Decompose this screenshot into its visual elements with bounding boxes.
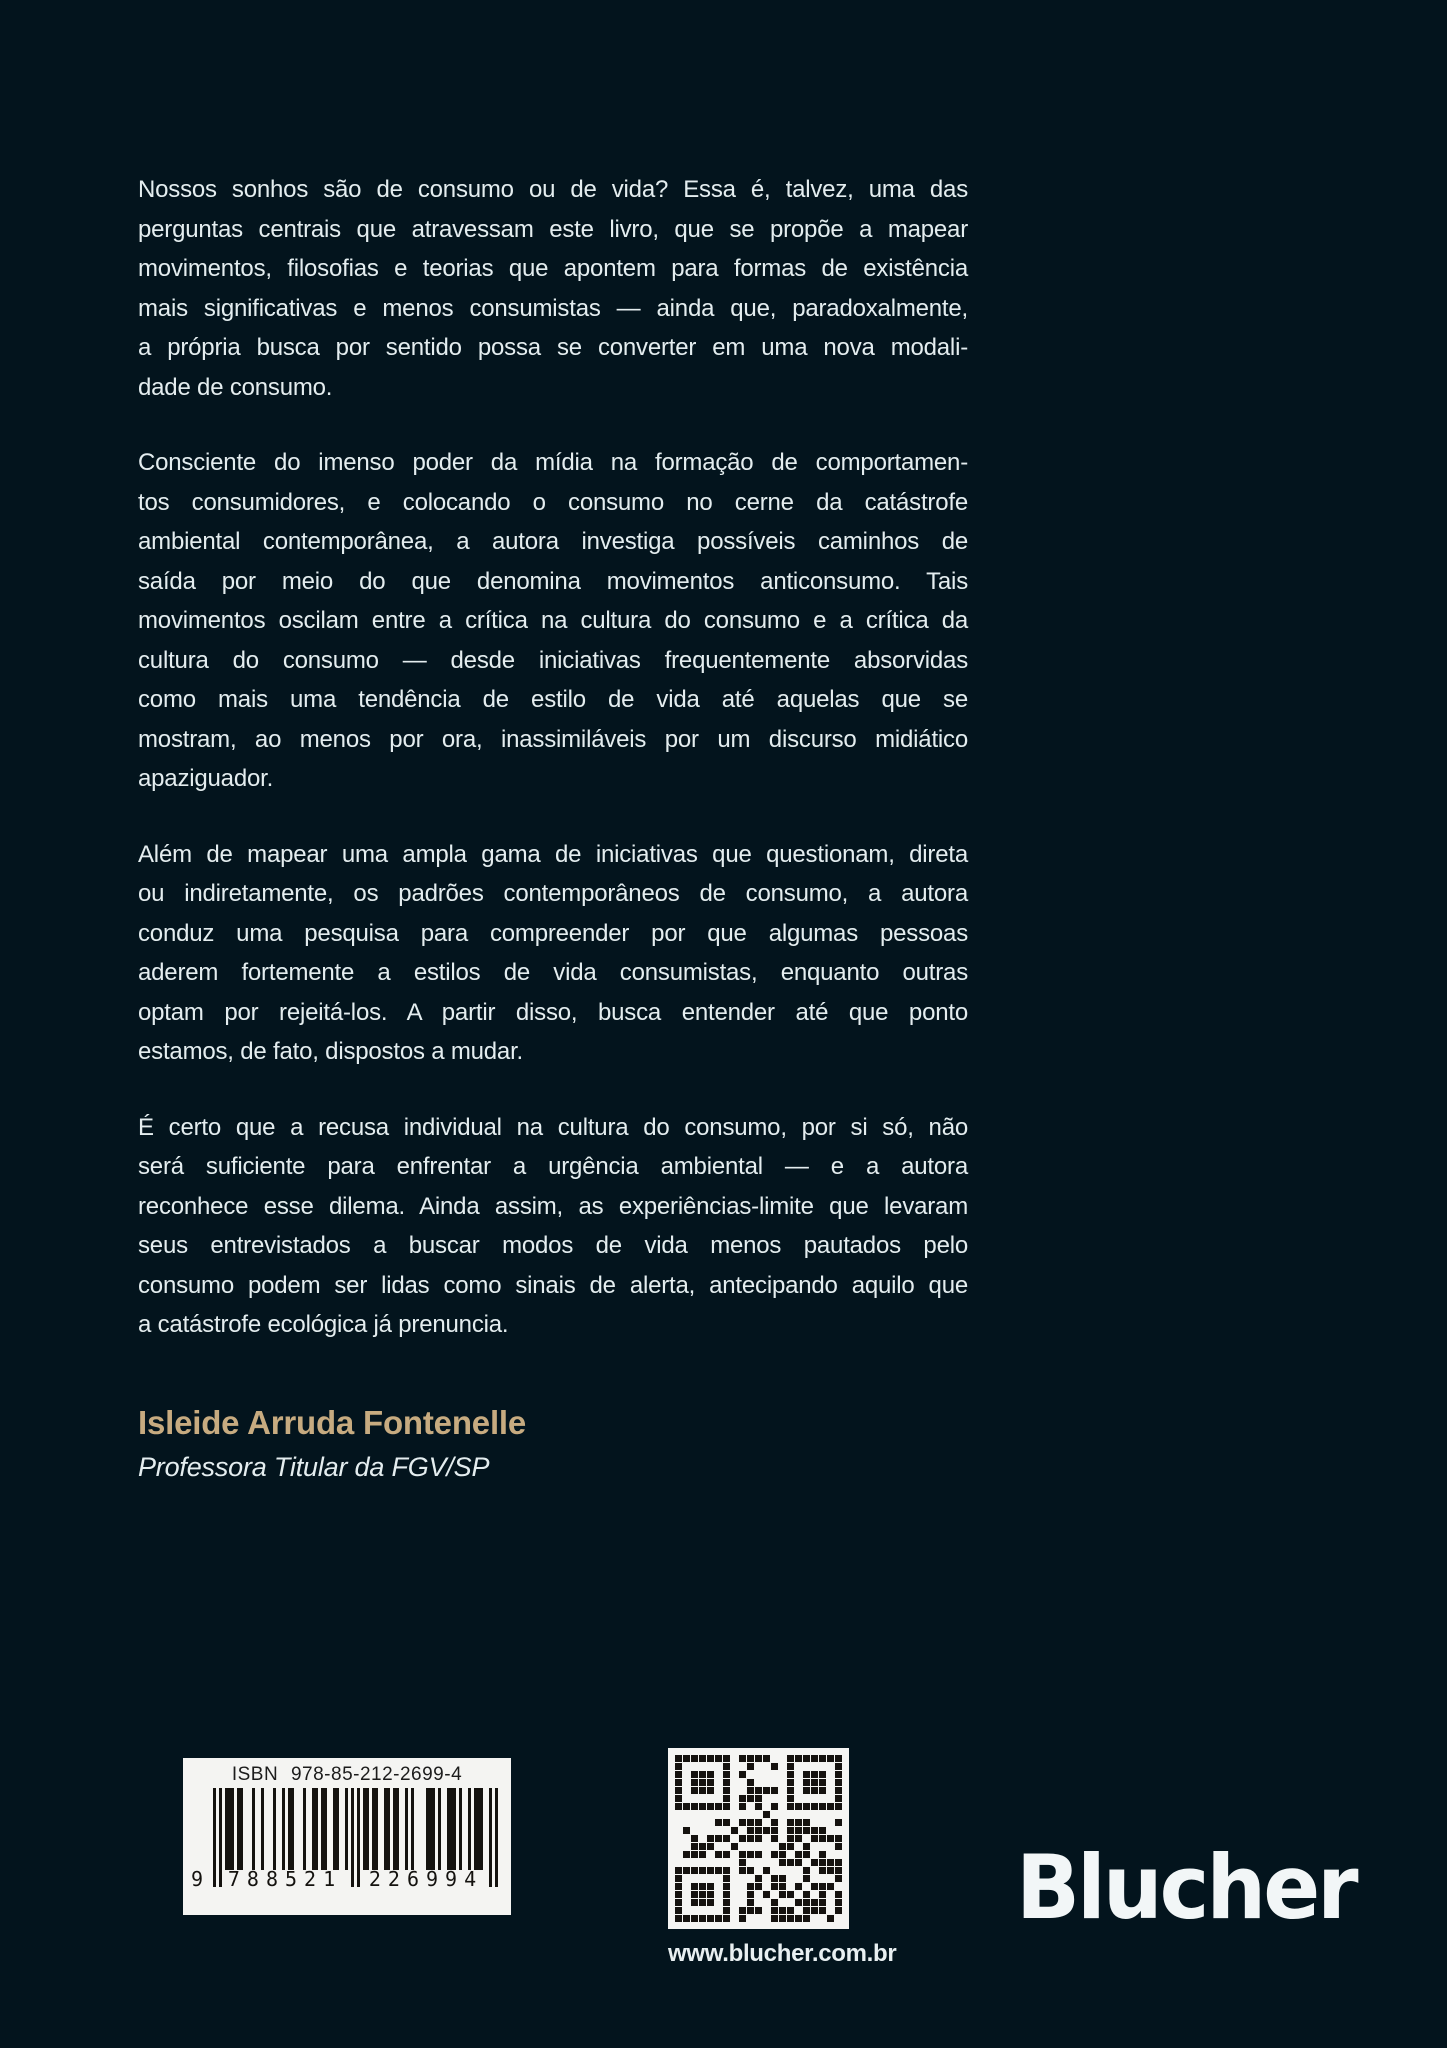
synopsis-line: tos consumidores, e colocando o consumo no cerne da catástrofe	[138, 488, 968, 516]
synopsis-line: movimentos oscilam entre a crítica na cultura do consumo e a crítica da	[138, 607, 968, 634]
synopsis-line: optam por rejeitá-los. A partir disso, busca entender até que ponto	[138, 998, 968, 1026]
synopsis-line: reconhece esse dilema. Ainda assim, as experiências-limite que levaram	[138, 1192, 968, 1220]
synopsis-paragraph	[138, 835, 968, 1072]
synopsis-line: a catástrofe ecológica já prenuncia.	[138, 1311, 509, 1338]
publisher-logo: Blucher	[1016, 1836, 1356, 1939]
barcode-digit-left: 9	[190, 1867, 204, 1891]
synopsis	[138, 170, 968, 1345]
author-title: Professora Titular da FGV/SP	[138, 1452, 490, 1482]
synopsis-line: mais significativas e menos consumistas — ainda que, paradoxalmente,	[138, 294, 968, 322]
synopsis-line: perguntas centrais que atravessam este livro, que se propõe a mapear	[138, 215, 968, 243]
synopsis-paragraph	[138, 1108, 968, 1345]
synopsis-line: será suficiente para enfrentar a urgência ambiental — e a autora	[138, 1153, 968, 1180]
synopsis-line: aderem fortemente a estilos de vida consumistas, enquanto outras	[138, 959, 968, 986]
synopsis-line: dade de consumo.	[138, 373, 333, 401]
synopsis-line: Além de mapear uma ampla gama de iniciativas que questionam, direta	[138, 840, 968, 868]
synopsis-line: saída por meio do que denomina movimentos anticonsumo. Tais	[138, 567, 968, 595]
qr-caption: www.blucher.com.br	[668, 1940, 897, 1967]
synopsis-line: Consciente do imenso poder da mídia na formação de comportamen-	[138, 449, 968, 476]
author-name: Isleide Arruda Fontenelle	[138, 1404, 527, 1441]
synopsis-line: estamos, de fato, dispostos a mudar.	[138, 1038, 524, 1065]
synopsis-line: a própria busca por sentido possa se converter em uma nova modali-	[138, 334, 968, 361]
synopsis-line: apaziguador.	[138, 765, 274, 792]
synopsis-line: como mais uma tendência de estilo de vida até aquelas que se	[138, 686, 968, 713]
author-block	[138, 1404, 526, 1483]
synopsis-line: Nossos sonhos são de consumo ou de vida? Essa é, talvez, uma das	[138, 176, 968, 203]
synopsis-line: cultura do consumo — desde iniciativas frequentemente absorvidas	[138, 646, 968, 674]
barcode-digit-group1: 788521	[227, 1867, 343, 1891]
synopsis-line: ou indiretamente, os padrões contemporâneos de consumo, a autora	[138, 880, 968, 907]
synopsis-line: mostram, ao menos por ora, inassimiláveis por um discurso midiático	[138, 725, 968, 753]
synopsis-line: conduz uma pesquisa para compreender por que algumas pessoas	[138, 919, 968, 947]
synopsis-line: consumo podem ser lidas como sinais de alerta, antecipando aquilo que	[138, 1271, 968, 1299]
synopsis-line: ambiental contemporânea, a autora investiga possíveis caminhos de	[138, 528, 968, 555]
barcode-bars	[190, 1788, 498, 1891]
synopsis-line: movimentos, filosofias e teorias que apontem para formas de existência	[138, 255, 968, 282]
isbn-label: ISBN 978-85-212-2699-4	[231, 1764, 463, 1785]
barcode-digit-group2: 226994	[368, 1867, 484, 1891]
synopsis-paragraph	[138, 170, 968, 407]
synopsis-line: seus entrevistados a buscar modos de vida menos pautados pelo	[138, 1232, 968, 1259]
synopsis-line: É certo que a recusa individual na cultura do consumo, por si só, não	[138, 1113, 968, 1141]
qr-block	[668, 1748, 897, 1968]
synopsis-paragraph	[138, 443, 968, 799]
isbn-box	[183, 1758, 511, 1915]
qr-code-icon	[668, 1748, 849, 1929]
